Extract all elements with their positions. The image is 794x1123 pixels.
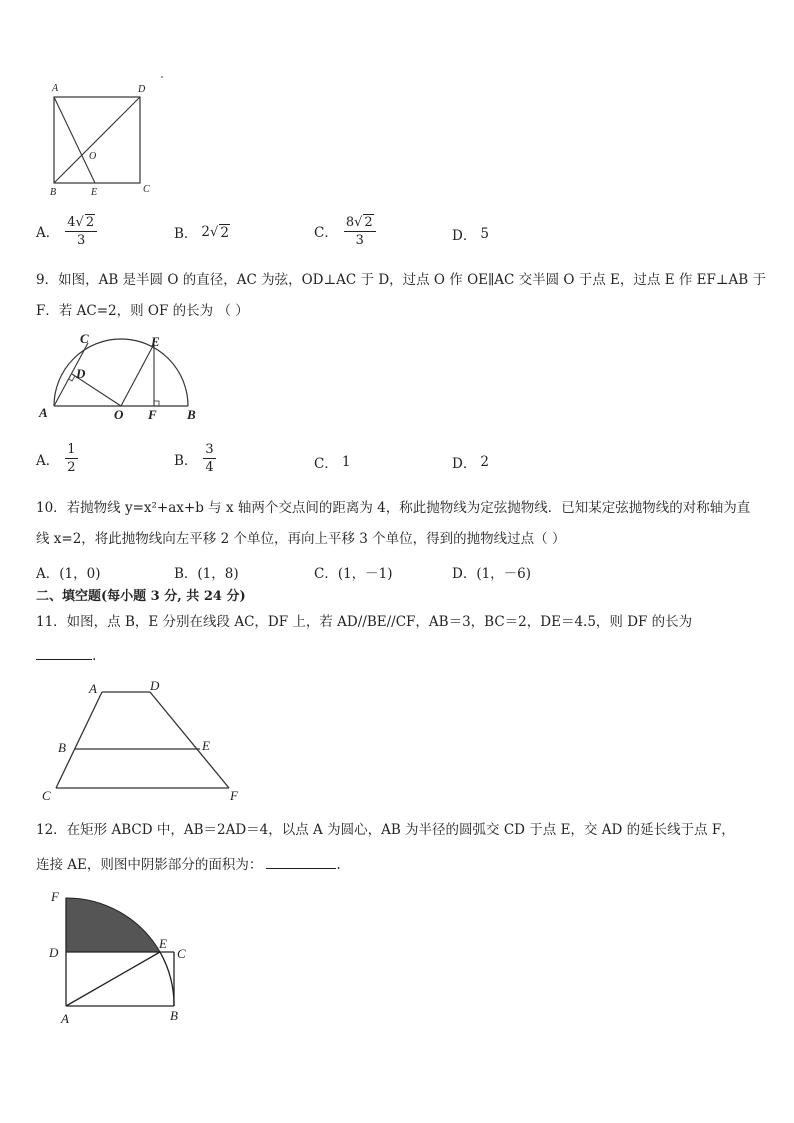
label-F: F <box>230 788 238 803</box>
label-B: B <box>50 187 57 198</box>
label-E: E <box>159 936 167 951</box>
label-F: F <box>148 407 157 422</box>
label-B: B <box>187 407 196 422</box>
label-O: O <box>89 151 97 162</box>
q12-text-line2: 连接 AE，则图中阴影部分的面积为： . <box>36 857 341 873</box>
label-D: D <box>49 945 59 960</box>
label-D: D <box>76 366 86 381</box>
section-heading: 二、填空题(每小题 3 分, 共 24 分) <box>36 589 246 604</box>
label-A: A <box>52 83 59 94</box>
label-C: C <box>42 788 51 803</box>
label-D: D <box>150 678 160 693</box>
label-B: B <box>58 740 66 755</box>
q9-option-a: A． $\frac{1}{2}$ <box>36 442 76 475</box>
q11-text-line2: . <box>36 646 96 666</box>
label-A: A <box>39 405 48 420</box>
label-D: D <box>138 84 146 95</box>
q9-option-b: B． $\frac{3}{4}$ <box>174 442 214 475</box>
answer-blank[interactable] <box>36 659 92 660</box>
q10-option-d: D．(1，－6) <box>452 566 532 582</box>
q12-text-line1: 12．在矩形 ABCD 中，AB＝2AD＝4，以点 A 为圆心，AB 为半径的圆弧交 CD 于点 E，交 AD 的延长线于点 F， <box>36 822 735 838</box>
label-C: C <box>177 946 186 961</box>
q10-text-line1: 10．若抛物线 y=x²+ax+b 与 x 轴两个交点间的距离为 4，称此抛物线为定弦抛物线．已知某定弦抛物线的对称轴为直 <box>36 500 751 516</box>
label-F: F <box>51 889 59 904</box>
q8-option-d: D． 5 <box>452 226 489 244</box>
q10-option-a: A．(1，0) <box>36 566 101 582</box>
q9-option-d: D． 2 <box>452 454 489 472</box>
q10-text-line2: 线 x=2，将此抛物线向左平移 2 个单位，再向上平移 3 个单位，得到的抛物线过点（ ） <box>36 531 566 547</box>
q9-semicircle-figure <box>36 330 206 426</box>
q9-option-c: C． 1 <box>314 454 351 472</box>
label-A: A <box>61 1011 69 1026</box>
q12-rectangle-arc-figure <box>40 882 200 1026</box>
q8-square-figure <box>44 74 174 200</box>
label-A: A <box>89 681 97 696</box>
label-E: E <box>91 187 98 198</box>
q9-text-line2: F．若 AC=2，则 OF 的长为 （ ） <box>36 303 249 319</box>
q8-option-a: A． $\frac{4√ 2}{3}$ <box>36 214 97 248</box>
label-B: B <box>170 1008 178 1023</box>
q8-option-c: C． $\frac{8√ 2}{3}$ <box>314 214 376 248</box>
q11-trapezoid-figure <box>36 676 256 806</box>
label-E: E <box>151 334 160 349</box>
label-O: O <box>114 407 124 422</box>
q11-text-line1: 11．如图，点 B，E 分别在线段 AC，DF 上，若 AD//BE//CF，AB＝3，BC＝2，DE＝4.5，则 DF 的长为 <box>36 614 693 630</box>
label-C: C <box>143 184 150 195</box>
q10-option-b: B．(1，8) <box>174 566 239 582</box>
label-C: C <box>80 331 89 346</box>
q8-option-b: B． 2 √ 2 <box>174 224 229 242</box>
q10-option-c: C．(1，－1) <box>314 566 393 582</box>
q9-text-line1: 9．如图，AB 是半圆 O 的直径，AC 为弦，OD⊥AC 于 D，过点 O 作 OE∥AC 交半圆 O 于点 E，过点 E 作 EF⊥AB 于 <box>36 272 767 288</box>
answer-blank[interactable] <box>266 868 336 869</box>
label-E: E <box>202 738 210 753</box>
